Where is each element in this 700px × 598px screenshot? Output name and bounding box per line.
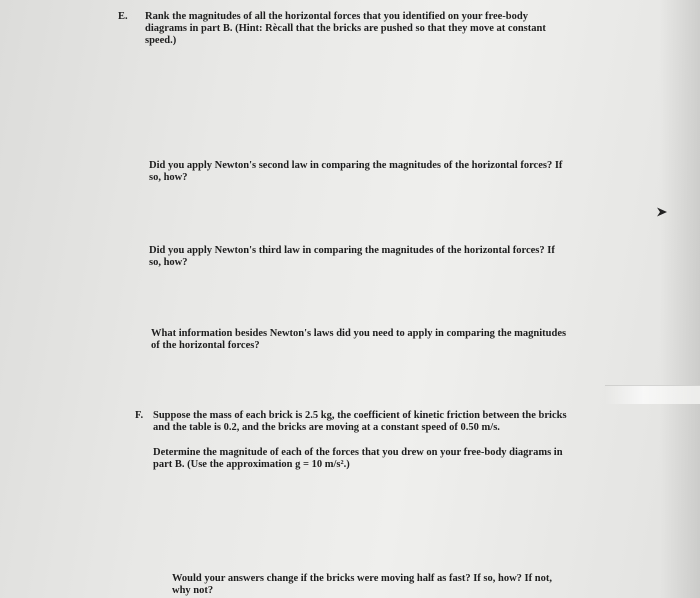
section-f-question-2-line-1: Would your answers change if the bricks were moving half as fast? If so, how? If not, xyxy=(172,573,552,584)
section-f-question-2-line-2: why not? xyxy=(172,585,214,596)
section-e-question-3-line-1: What information besides Newton's laws did you need to apply in comparing the magnitudes xyxy=(151,328,567,339)
page-edge xyxy=(605,385,700,404)
section-e-line-3: speed.) xyxy=(145,35,177,46)
cursor-arrow-icon xyxy=(656,206,668,218)
section-e-line-2: diagrams in part B. (Hint: Rècall that the bricks are pushed so that they move at constant xyxy=(145,23,546,34)
section-e-question-2-line-2: so, how? xyxy=(149,257,188,268)
section-f-line-1: Suppose the mass of each brick is 2.5 kg, the coefficient of kinetic friction between the bricks xyxy=(153,410,567,421)
section-e-line-1: Rank the magnitudes of all the horizontal forces that you identified on your free-body xyxy=(145,11,528,22)
page-shadow xyxy=(660,0,700,598)
section-f-label: F. xyxy=(135,410,144,421)
section-e-question-1-line-1: Did you apply Newton's second law in comparing the magnitudes of the horizontal forces? If xyxy=(149,160,563,171)
section-e-question-2-line-1: Did you apply Newton's third law in comparing the magnitudes of the horizontal forces? If xyxy=(149,245,555,256)
section-e-label: E. xyxy=(118,11,128,22)
section-f-question-1-line-1: Determine the magnitude of each of the forces that you drew on your free-body diagrams in xyxy=(153,447,563,458)
section-f-question-1-line-2: part B. (Use the approximation g = 10 m/s².) xyxy=(153,459,350,470)
section-e-question-1-line-2: so, how? xyxy=(149,172,188,183)
section-e-question-3-line-2: of the horizontal forces? xyxy=(151,340,260,351)
section-f-line-2: and the table is 0.2, and the bricks are moving at a constant speed of 0.50 m/s. xyxy=(153,422,500,433)
